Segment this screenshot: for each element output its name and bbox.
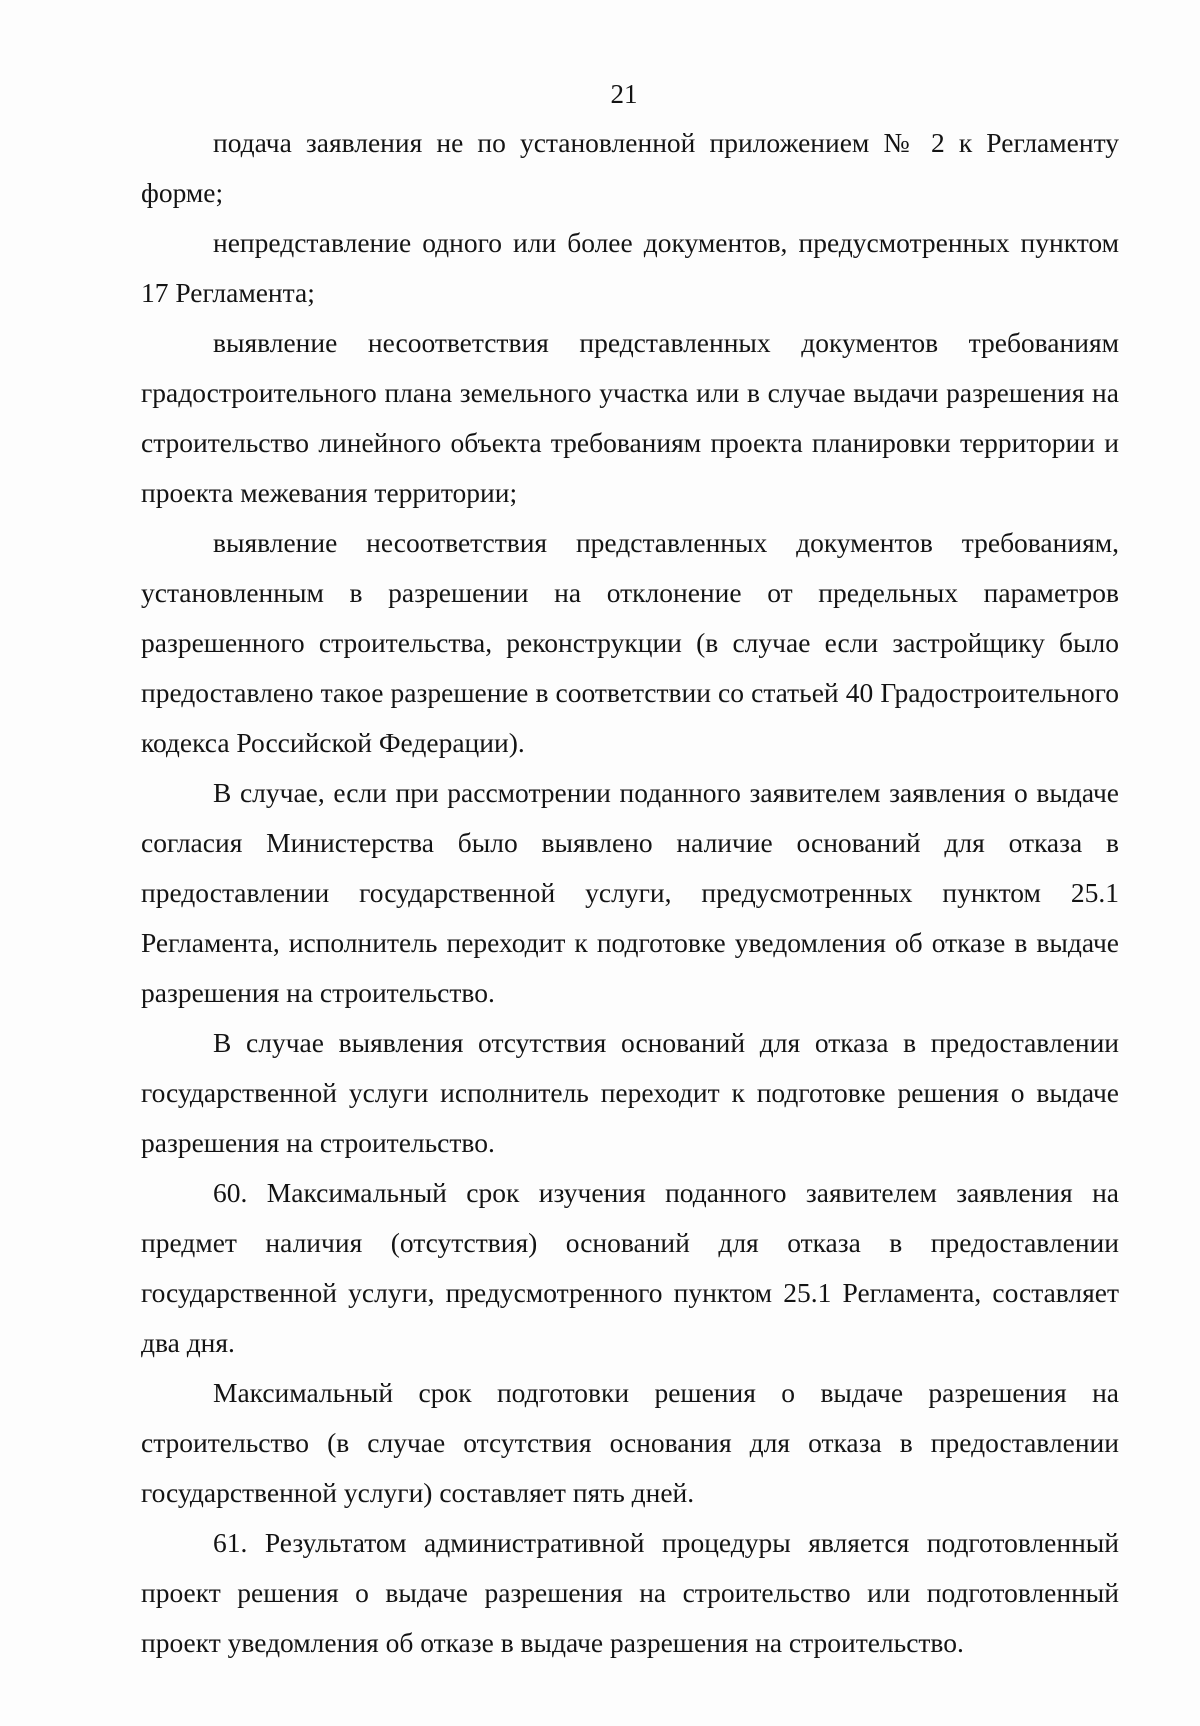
paragraph-no-refusal-grounds: В случае выявления отсутствия оснований для отказа в предоставлении государственной услуги исполнитель переходит к подготовке решения о выдаче разрешения на строительство. [141,1027,1119,1158]
paragraph-item-60: 60. Максимальный срок изучения поданного заявителем заявления на предмет наличия (отсутствия) оснований для отказа в предоставлении государственной услуги, предусмотренного пунктом 25.1 Регламента, составляет два дня. [141,1177,1119,1358]
document-body [141,118,1119,1668]
page-number: 21 [610,79,638,109]
paragraph-decision-term: Максимальный срок подготовки решения о выдаче разрешения на строительство (в случае отсутствия основания для отказа в предоставлении государственной услуги) составляет пять дней. [141,1377,1119,1508]
paragraph-plan-mismatch: выявление несоответствия представленных документов требованиям градостроительного плана земельного участка или в случае выдачи разрешения на строительство линейного объекта требованиям проекта планировки территории и проекта межевания территории; [141,327,1119,508]
paragraph-refusal-grounds-found: В случае, если при рассмотрении поданного заявителем заявления о выдаче согласия Министерства было выявлено наличие оснований для отказа в предоставлении государственной услуги, предусмотренных пунктом 25.1 Регламента, исполнитель переходит к подготовке уведомления об отказе в выдаче разрешения на строительство. [141,777,1119,1008]
paragraph-form-mismatch: подача заявления не по установленной приложением № 2 к Регламенту форме; [141,127,1119,208]
paragraph-missing-documents: непредставление одного или более документов, предусмотренных пунктом 17 Регламента; [141,227,1119,308]
paragraph-deviation-mismatch: выявление несоответствия представленных документов требованиям, установленным в разрешении на отклонение от предельных параметров разрешенного строительства, реконструкции (в случае если застройщику было предоставлено такое разрешение в соответствии со статьей 40 Градостроительного кодекса Российской Федерации). [141,527,1119,758]
paragraph-item-61: 61. Результатом административной процедуры является подготовленный проект решения о выдаче разрешения на строительство или подготовленный проект уведомления об отказе в выдаче разрешения на строительство. [141,1527,1119,1658]
